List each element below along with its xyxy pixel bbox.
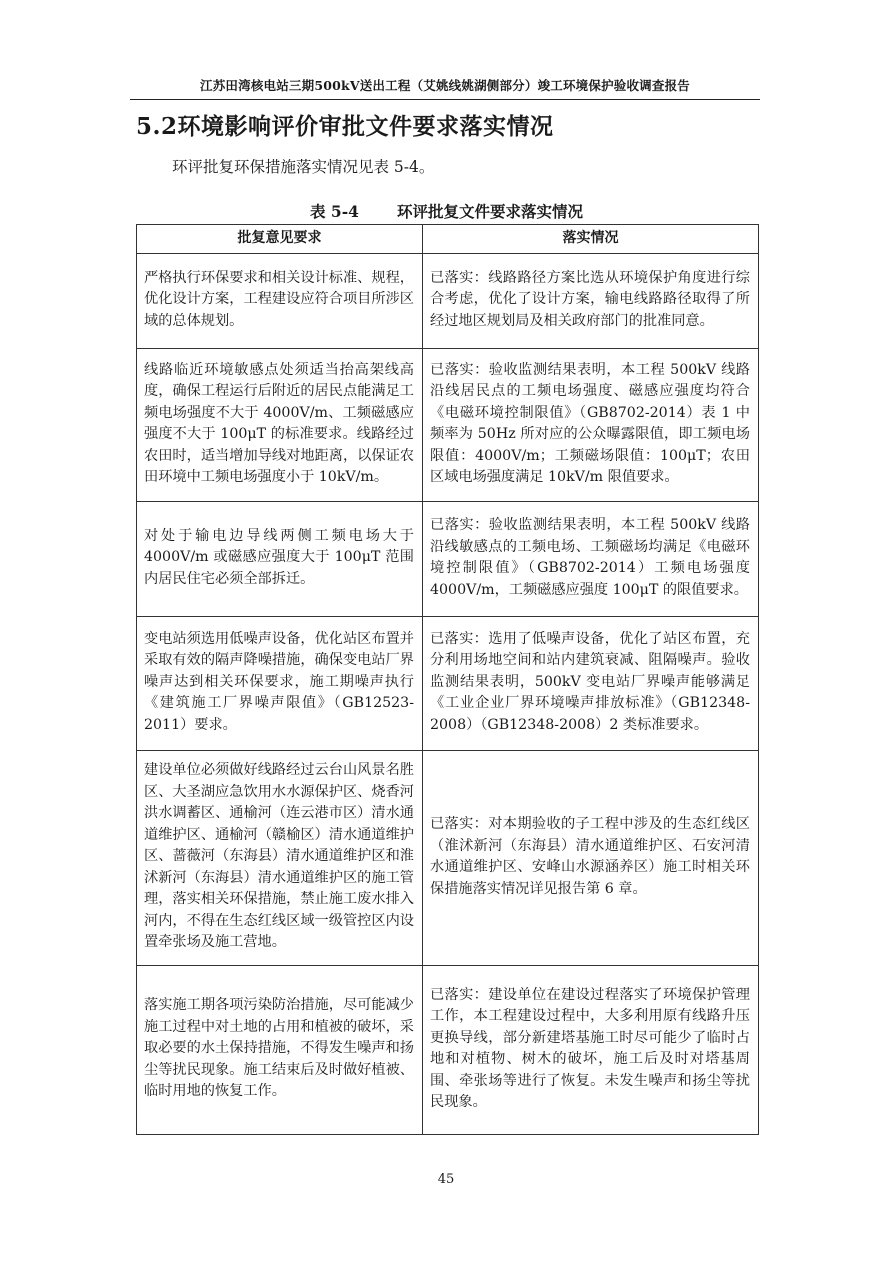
table-header-row	[137, 225, 759, 254]
implementation-cell: 已落实：选用了低噪声设备，优化了站区布置，充分利用场地空间和站内建筑衰减、阻隔噪声。验收监测结果表明，500kV 变电站厂界噪声能够满足《工业企业厂界环境噪声排放标准》（GB12348-2008）（GB12348-2008）2 类标准要求。	[423, 617, 759, 751]
requirement-cell: 严格执行环保要求和相关设计标准、规程，优化设计方案，工程建设应符合项目所涉区域的总体规划。	[137, 254, 423, 349]
table-caption	[136, 200, 757, 222]
implementation-cell: 已落实：验收监测结果表明，本工程 500kV 线路沿线居民点的工频电场强度、磁感应强度均符合《电磁环境控制限值》（GB8702-2014）表 1 中频率为 50Hz 所对应的公众曝露限值，即工频电场限值：4000V/m；工频磁场限值：100μT；农田区域电场强度满足 10kV/m 限值要求。	[423, 349, 759, 502]
table-row	[137, 617, 759, 751]
implementation-cell: 已落实：验收监测结果表明，本工程 500kV 线路沿线敏感点的工频电场、工频磁场均满足《电磁环境控制限值》（GB8702-2014）工频电场强度 4000V/m，工频磁感应强度 100μT 的限值要求。	[423, 502, 759, 617]
table-caption-title: 环评批复文件要求落实情况	[396, 202, 583, 221]
requirement-cell: 线路临近环境敏感点处须适当抬高架线高度，确保工程运行后附近的居民点能满足工频电场强度不大于 4000V/m、工频磁感应强度不大于 100μT 的标准要求。线路经过农田时，适当增加导线对地距离，以保证农田环境中工频电场强度小于 10kV/m。	[137, 349, 423, 502]
table-row	[137, 349, 759, 502]
implementation-cell: 已落实：线路路径方案比选从环境保护角度进行综合考虑，优化了设计方案，输电线路路径取得了所经过地区规划局及相关政府部门的批准同意。	[423, 254, 759, 349]
table-row	[137, 502, 759, 617]
header-divider	[130, 99, 760, 100]
requirement-cell: 对处于输电边导线两侧工频电场大于 4000V/m 或磁感应强度大于 100μT 范围内居民住宅必须全部拆迁。	[137, 502, 423, 617]
implementation-cell: 已落实：对本期验收的子工程中涉及的生态红线区（淮沭新河（东海县）清水通道维护区、石安河清水通道维护区、安峰山水源涵养区）施工时相关环保措施落实情况详见报告第 6 章。	[423, 751, 759, 966]
table-row	[137, 254, 759, 349]
table-caption-number: 表 5-4	[310, 202, 359, 221]
column-header-requirement: 批复意见要求	[137, 225, 423, 254]
requirements-table	[136, 224, 759, 1135]
intro-paragraph: 环评批复环保措施落实情况见表 5-4。	[172, 158, 435, 176]
requirement-cell: 落实施工期各项污染防治措施，尽可能减少施工过程中对土地的占用和植被的破坏，采取必要的水土保持措施，不得发生噪声和扬尘等扰民现象。施工结束后及时做好植被、临时用地的恢复工作。	[137, 966, 423, 1135]
table-row	[137, 966, 759, 1135]
requirement-cell: 变电站须选用低噪声设备，优化站区布置并采取有效的隔声降噪措施，确保变电站厂界噪声达到相关环保要求，施工期噪声执行《建筑施工厂界噪声限值》（GB12523-2011）要求。	[137, 617, 423, 751]
page-number: 45	[437, 1172, 455, 1187]
requirement-cell: 建设单位必须做好线路经过云台山风景名胜区、大圣湖应急饮用水水源保护区、烧香河洪水调蓄区、通榆河（连云港市区）清水通道维护区、通榆河（赣榆区）清水通道维护区、蔷薇河（东海县）清水通道维护区和淮沭新河（东海县）清水通道维护区的施工管理，落实相关环保措施，禁止施工废水排入河内，不得在生态红线区域一级管控区内设置牵张场及施工营地。	[137, 751, 423, 966]
running-header: 江苏田湾核电站三期500kV送出工程（艾姚线姚湖侧部分）竣工环境保护验收调查报告	[200, 78, 690, 93]
column-header-implementation: 落实情况	[423, 225, 759, 254]
section-title: 5.2环境影响评价审批文件要求落实情况	[136, 113, 554, 140]
table-row	[137, 751, 759, 966]
implementation-cell: 已落实：建设单位在建设过程落实了环境保护管理工作，本工程建设过程中，大多利用原有线路升压更换导线，部分新建塔基施工时尽可能少了临时占地和对植物、树木的破坏，施工后及时对塔基周围、牵张场等进行了恢复。未发生噪声和扬尘等扰民现象。	[423, 966, 759, 1135]
